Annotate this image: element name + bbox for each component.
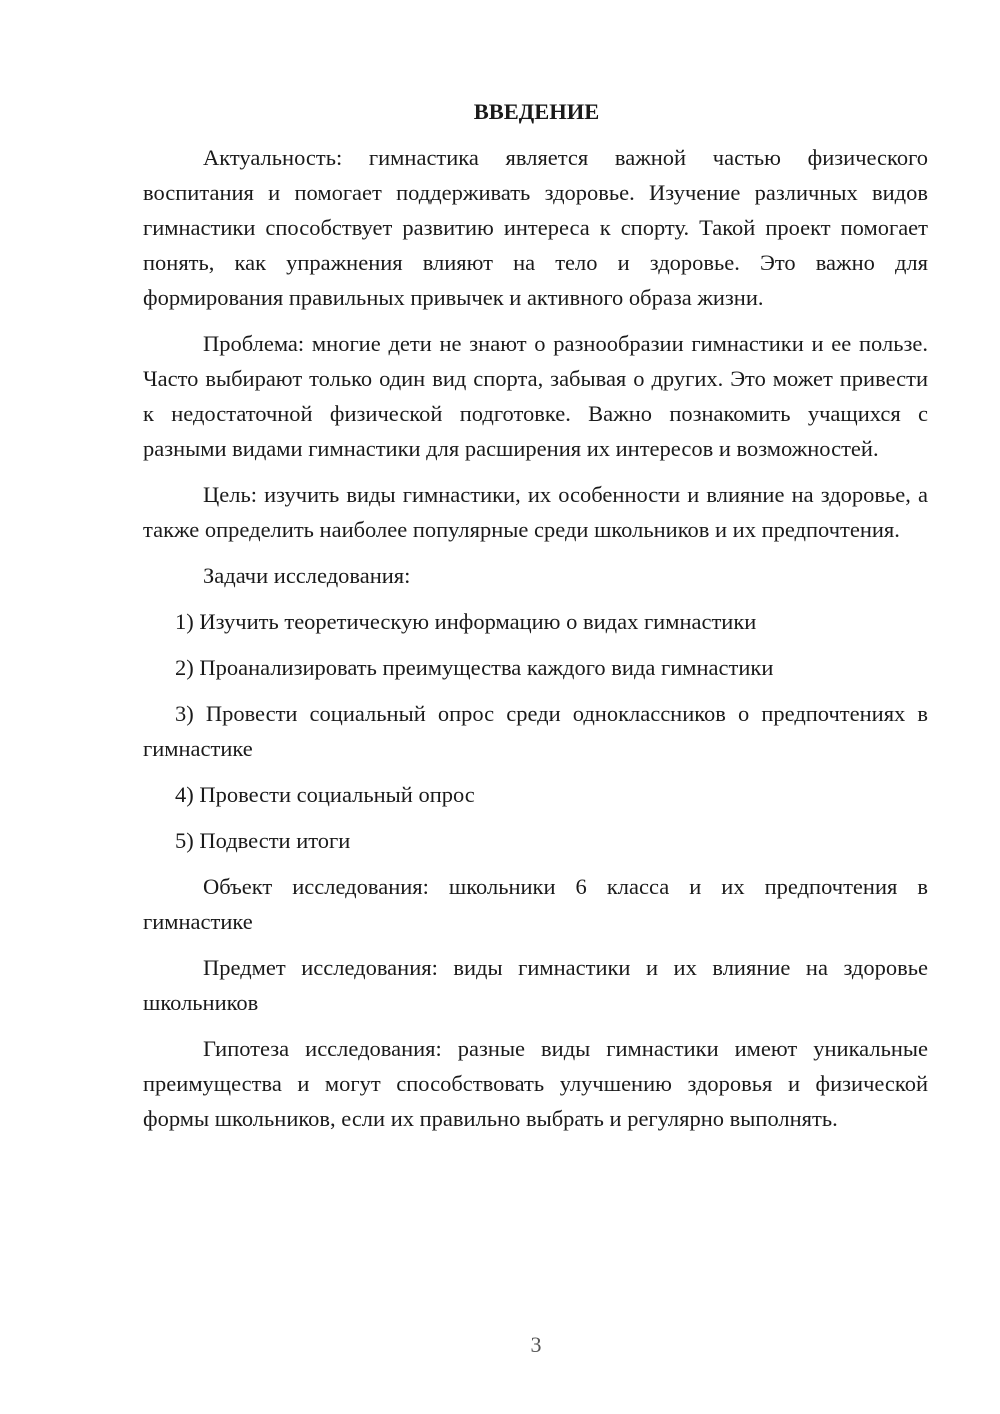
- goal-paragraph: Цель: изучить виды гимнастики, их особенности и влияние на здоровье, а также определить наиболее популярные среди школьников и их предпочтения.: [143, 482, 928, 542]
- object-paragraph: Объект исследования: школьники 6 класса и их предпочтения в гимнастике: [143, 874, 928, 934]
- task-item-1: 1) Изучить теоретическую информацию о видах гимнастики: [175, 609, 757, 634]
- page-number: 3: [530, 1332, 542, 1357]
- subject-paragraph: Предмет исследования: виды гимнастики и их влияние на здоровье школьников: [143, 955, 928, 1015]
- task-item-3: 3) Провести социальный опрос среди одноклассников о предпочтениях в гимнастике: [143, 701, 928, 761]
- page-title: ВВЕДЕНИЕ: [473, 99, 600, 124]
- hypothesis-paragraph: Гипотеза исследования: разные виды гимнастики имеют уникальные преимущества и могут способствовать улучшению здоровья и физической формы школьников, если их правильно выбрать и регулярно выполнять.: [143, 1036, 928, 1131]
- relevance-paragraph: Актуальность: гимнастика является важной частью физического воспитания и помогает поддерживать здоровье. Изучение различных видов гимнастики способствует развитию интереса к спорту. Такой проект помогает понять, как упражнения влияют на тело и здоровье. Это важно для формирования правильных привычек и активного образа жизни.: [143, 145, 928, 310]
- task-item-5: 5) Подвести итоги: [175, 828, 351, 853]
- task-item-2: 2) Проанализировать преимущества каждого вида гимнастики: [175, 655, 774, 680]
- problem-paragraph: Проблема: многие дети не знают о разнообразии гимнастики и ее пользе. Часто выбирают только один вид спорта, забывая о других. Это может привести к недостаточной физической подготовке. Важно познакомить учащихся с разными видами гимнастики для расширения их интересов и возможностей.: [143, 331, 928, 461]
- tasks-heading: Задачи исследования:: [203, 563, 411, 588]
- page-content: [143, 94, 928, 1136]
- task-item-4: 4) Провести социальный опрос: [175, 782, 475, 807]
